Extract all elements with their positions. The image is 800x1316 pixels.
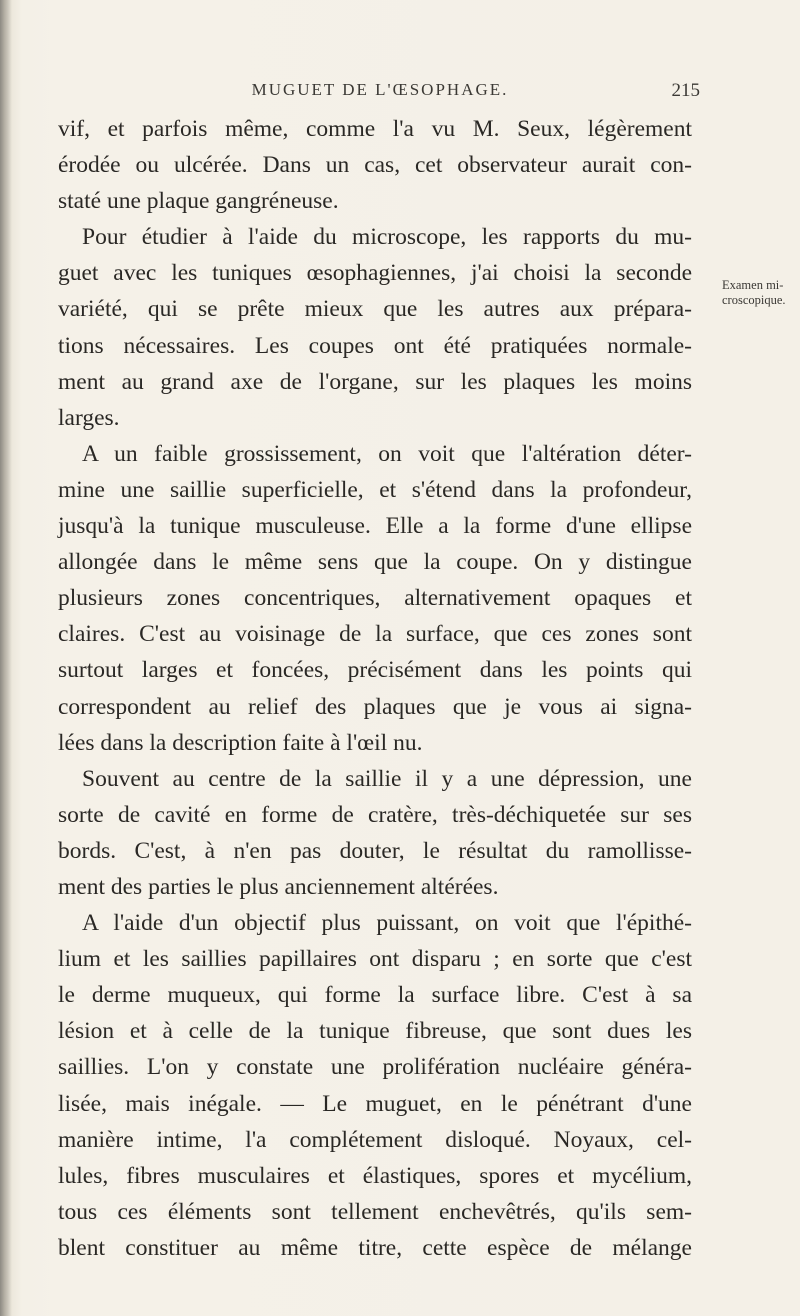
running-title: MUGUET DE L'ŒSOPHAGE. — [251, 80, 509, 99]
text-line: bords. C'est, à n'en pas douter, le résultat du ramollisse- — [58, 837, 692, 864]
text-line: Souvent au centre de la saillie il y a une dépression, une — [82, 765, 692, 792]
text-line: lésion et à celle de la tunique fibreuse, que sont dues les — [58, 1018, 692, 1045]
text-line: saillies. L'on y constate une prolifération nucléaire généra- — [58, 1054, 692, 1081]
text-line: A l'aide d'un objectif plus puissant, on voit que l'épithé- — [82, 910, 692, 937]
text-line: tous ces éléments sont tellement enchevêtrés, qu'ils sem- — [58, 1198, 692, 1225]
text-line: lées dans la description faite à l'œil nu. — [58, 729, 423, 756]
margin-note-line: Examen mi- — [722, 278, 784, 292]
page-header — [60, 80, 700, 106]
text-line: plusieurs zones concentriques, alternativement opaques et — [58, 585, 692, 612]
text-line: lisée, mais inégale. — Le muguet, en le pénétrant d'une — [58, 1090, 692, 1117]
text-line: jusqu'à la tunique musculeuse. Elle a la forme d'une ellipse — [58, 513, 692, 540]
text-line: manière intime, l'a complétement disloqué. Noyaux, cel- — [58, 1126, 692, 1153]
text-line: allongée dans le même sens que la coupe. On y distingue — [58, 549, 692, 576]
margin-note-line: croscopique. — [722, 293, 786, 307]
text-line: surtout larges et foncées, précisément dans les points qui — [58, 657, 692, 684]
page-number: 215 — [671, 80, 700, 101]
text-line: vif, et parfois même, comme l'a vu M. Seux, légèrement — [58, 116, 692, 142]
text-line: staté une plaque gangréneuse. — [58, 188, 339, 215]
text-line: blent constituer au même titre, cette espèce de mélange — [58, 1234, 692, 1261]
text-line: guet avec les tuniques œsophagiennes, j'ai choisi la seconde — [58, 260, 692, 287]
text-line: le derme muqueux, qui forme la surface libre. C'est à sa — [58, 982, 692, 1009]
text-line: érodée ou ulcérée. Dans un cas, cet observateur aurait con- — [58, 152, 692, 179]
page-binding-edge — [0, 0, 12, 1316]
text-line: mine une saillie superficielle, et s'étend dans la profondeur, — [58, 476, 692, 503]
text-line: tions nécessaires. Les coupes ont été pratiquées normale- — [58, 332, 692, 359]
text-line: ment au grand axe de l'organe, sur les plaques les moins — [58, 368, 692, 395]
text-line: ment des parties le plus anciennement altérées. — [58, 873, 499, 900]
body-text — [58, 111, 692, 1266]
text-line: claires. C'est au voisinage de la surface, que ces zones sont — [58, 621, 692, 648]
margin-note — [722, 278, 798, 308]
text-line: Pour étudier à l'aide du microscope, les rapports du mu- — [82, 224, 692, 251]
text-line: A un faible grossissement, on voit que l'altération déter- — [82, 440, 692, 467]
text-line: lium et les saillies papillaires ont disparu ; en sorte que c'est — [58, 946, 692, 973]
text-line: lules, fibres musculaires et élastiques, spores et mycélium, — [58, 1162, 692, 1189]
text-line: correspondent au relief des plaques que je vous ai signa- — [58, 693, 692, 720]
text-line: sorte de cavité en forme de cratère, très-déchiquetée sur ses — [58, 801, 692, 828]
text-line: variété, qui se prête mieux que les autres aux prépara- — [58, 296, 692, 323]
text-line: larges. — [58, 404, 120, 431]
